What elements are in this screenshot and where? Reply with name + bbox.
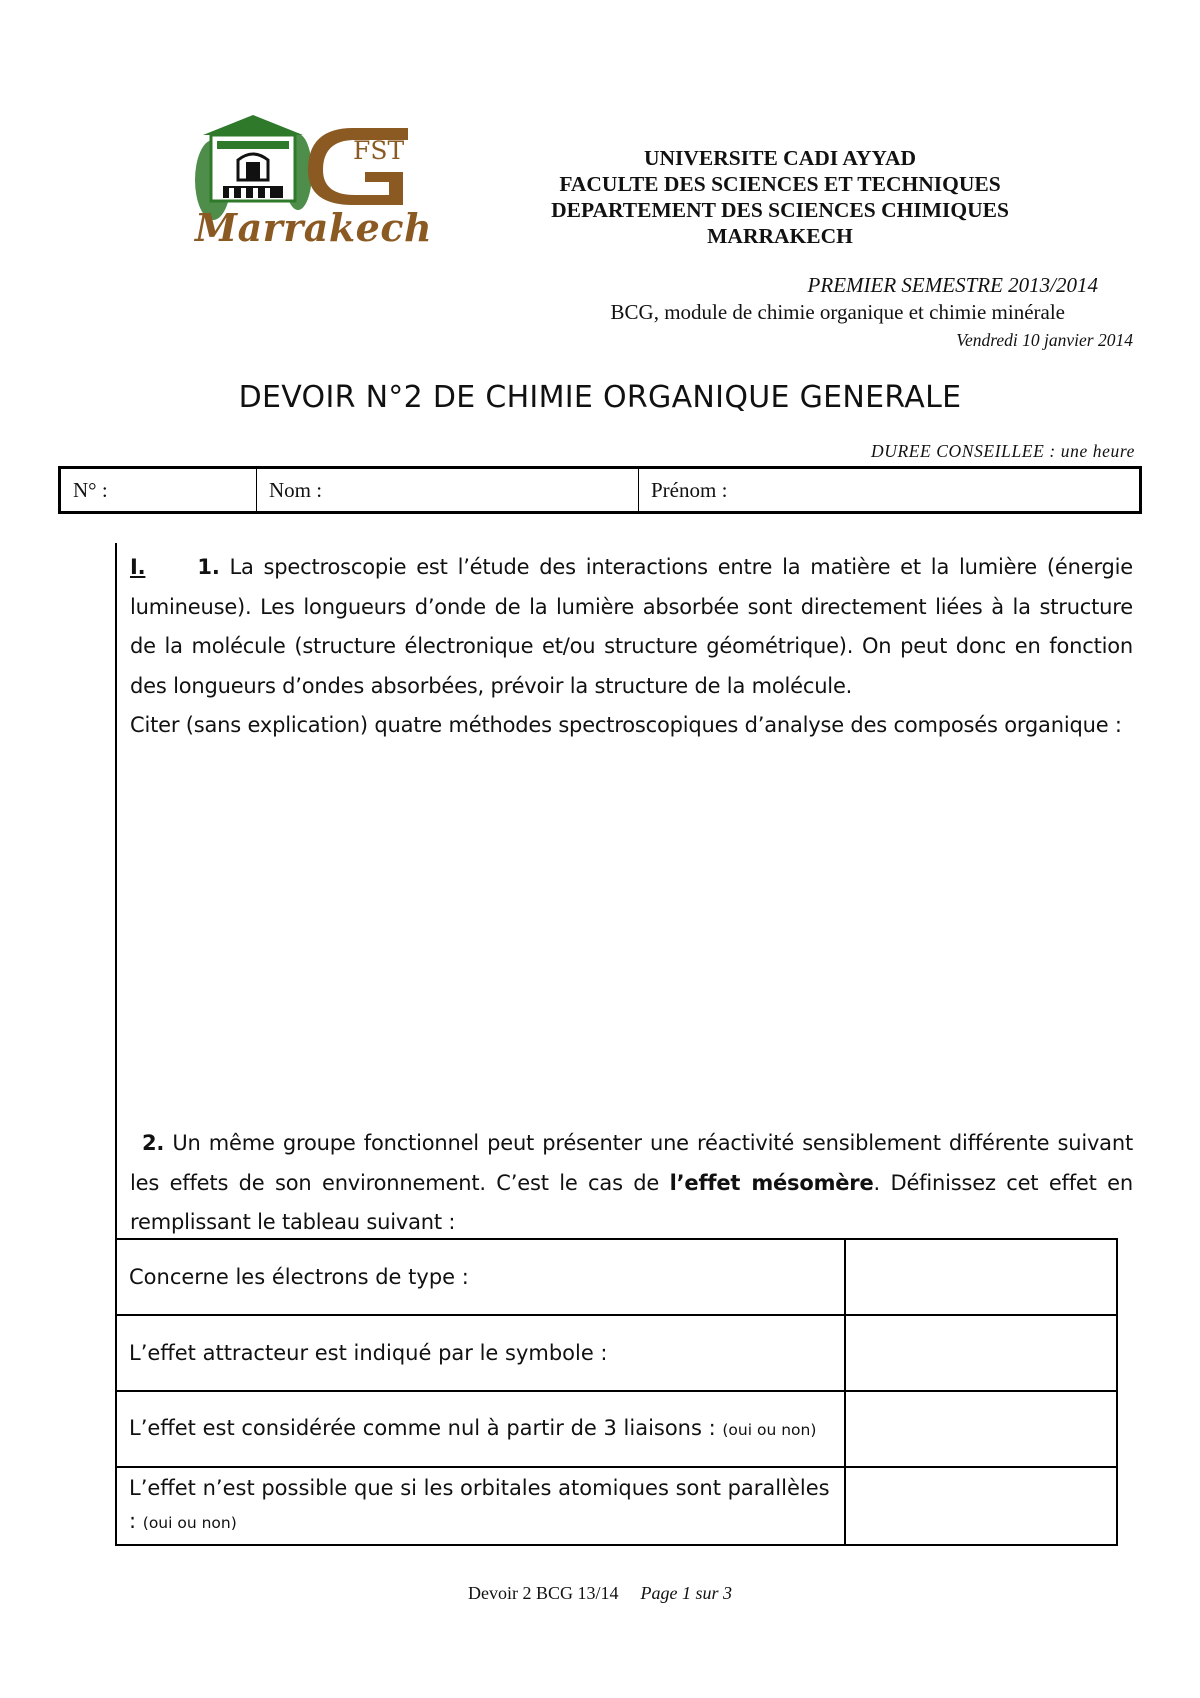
- university-name: UNIVERSITE CADI AYYAD: [643, 146, 916, 170]
- logo-city-text: Marrakech: [195, 205, 433, 250]
- question-2-text-end: . Définissez cet effet en remplissant le tableau suivant :: [130, 1170, 1133, 1234]
- student-number-field[interactable]: [61, 469, 257, 511]
- student-firstname-field[interactable]: [639, 469, 1139, 511]
- footer-doc: Devoir 2 BCG 13/14: [468, 1583, 619, 1603]
- question-2: [130, 1124, 1133, 1243]
- city-name: MARRAKECH: [707, 224, 853, 248]
- duration: DUREE CONSEILLEE : une heure: [870, 441, 1135, 461]
- table-row: [116, 1239, 1117, 1315]
- semester: PREMIER SEMESTRE 2013/2014: [807, 273, 1098, 297]
- mesomeric-effect-table: [115, 1238, 1118, 1546]
- institution-header: [500, 145, 1060, 249]
- table-answer-cell[interactable]: [845, 1315, 1117, 1391]
- question-1-instruction: Citer (sans explication) quatre méthodes spectroscopiques d’analyse des composés organique :: [130, 713, 1122, 737]
- footer-page-number: Page 1 sur 3: [640, 1583, 732, 1603]
- table-answer-cell[interactable]: [845, 1391, 1117, 1467]
- faculty-name: FACULTE DES SCIENCES ET TECHNIQUES: [559, 172, 1001, 196]
- table-answer-cell[interactable]: [845, 1467, 1117, 1545]
- question-1-number: 1.: [197, 555, 220, 579]
- logo-fst-letters: FST: [353, 136, 405, 165]
- module: BCG, module de chimie organique et chimie minérale: [610, 300, 1065, 324]
- table-row: [116, 1315, 1117, 1391]
- question-2-text: Un même groupe fonctionnel peut présenter une réactivité sensiblement différente suivant les effets de son environnement. C’est le cas de: [130, 1131, 1133, 1195]
- student-name-field[interactable]: [257, 469, 639, 511]
- table-row-label: Concerne les électrons de type :: [116, 1239, 845, 1315]
- question-1-text: La spectroscopie est l’étude des interactions entre la matière et la lumière (énergie lumineuse). Les longueurs d’onde de la lumière absorbée sont directement liées à la structure de la molécule (structure électronique et/ou structure géométrique). On peut donc en fonction des longueurs d’ondes absorbées, prévoir la structure de la molécule.: [130, 555, 1133, 698]
- table-row: [116, 1467, 1117, 1545]
- student-name-label: Nom :: [269, 478, 323, 502]
- table-row-label: L’effet attracteur est indiqué par le symbole :: [116, 1315, 845, 1391]
- page-footer: [0, 1583, 1200, 1604]
- question-1-answer-area[interactable]: [130, 830, 1133, 1110]
- question-1: [130, 548, 1133, 746]
- page-title: DEVOIR N°2 DE CHIMIE ORGANIQUE GENERALE: [238, 380, 962, 415]
- exam-date: Vendredi 10 janvier 2014: [956, 330, 1133, 350]
- department-name: DEPARTEMENT DES SCIENCES CHIMIQUES: [551, 198, 1009, 222]
- student-id-box: [58, 466, 1142, 514]
- table-row-hint: (oui ou non): [142, 1514, 237, 1532]
- student-number-label: N° :: [73, 478, 108, 502]
- question-2-emphasis: l’effet mésomère: [669, 1170, 874, 1195]
- table-row-label: L’effet n’est possible que si les orbitales atomiques sont parallèles : (oui ou non): [116, 1467, 845, 1545]
- logo-roof: [203, 115, 303, 135]
- table-row-label: L’effet est considérée comme nul à partir de 3 liaisons : (oui ou non): [116, 1391, 845, 1467]
- section-number: I.: [130, 555, 146, 579]
- question-2-number: 2.: [142, 1131, 165, 1155]
- student-firstname-label: Prénom :: [651, 478, 728, 502]
- table-row: [116, 1391, 1117, 1467]
- table-row-hint: (oui ou non): [722, 1420, 817, 1439]
- table-answer-cell[interactable]: [845, 1239, 1117, 1315]
